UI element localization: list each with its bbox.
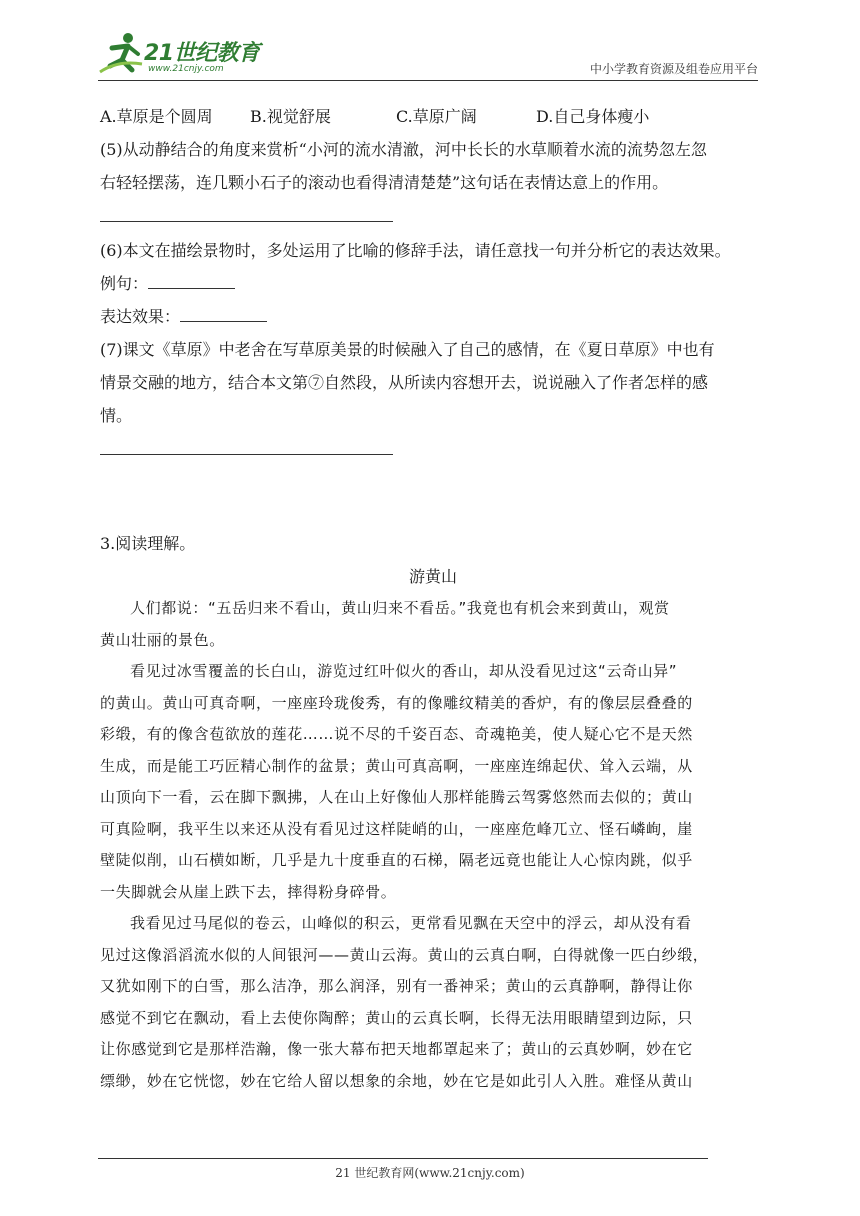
option-b: B.视觉舒展 xyxy=(250,107,331,126)
paragraph-line: 生成，而是能工巧匠精心制作的盆景；黄山可真高啊，一座座连绵起伏、耸入云端，从 xyxy=(100,756,693,775)
q4-options xyxy=(100,100,766,133)
q7-line-3: 情。 xyxy=(100,406,133,425)
q5-line-1: (5)从动静结合的角度来赏析“小河的流水清澈，河中长长的水草顺着水流的流势忽左忽 xyxy=(100,140,707,159)
q7-line-2: 情景交融的地方，结合本文第⑦自然段，从所读内容想开去，说说融入了作者怎样的感 xyxy=(100,373,709,392)
paragraph-line: 黄山壮丽的景色。 xyxy=(100,630,225,649)
document-body xyxy=(100,100,766,1097)
option-d: D.自己身体瘦小 xyxy=(536,107,650,126)
q6-example-blank[interactable] xyxy=(148,272,235,289)
paragraph-line: 山顶向下一看，云在脚下飘拂，人在山上好像仙人那样能腾云驾雾悠然而去似的；黄山 xyxy=(100,788,693,806)
passage-paragraph-2 xyxy=(100,656,766,908)
passage-paragraph-3 xyxy=(100,908,766,1097)
q6-effect-label: 表达效果： xyxy=(100,307,181,326)
footer-divider xyxy=(98,1158,708,1159)
paragraph-line: 缥缈，妙在它恍惚，妙在它给人留以想象的余地，妙在它是如此引人入胜。难怪从黄山 xyxy=(100,1071,693,1090)
q7-line-1: (7)课文《草原》中老舍在写草原美景的时候融入了自己的感情，在《夏日草原》中也有 xyxy=(100,340,715,359)
logo-url: www.21cnjy.com xyxy=(148,64,224,74)
q6-example-label: 例句： xyxy=(100,274,149,293)
header-divider xyxy=(98,80,758,81)
runner-icon xyxy=(98,30,144,76)
paragraph-line: 感觉不到它在飘动，看上去使你陶醉；黄山的云真长啊，长得无法用眼睛望到边际，只 xyxy=(100,1008,693,1027)
passage-paragraph-1 xyxy=(100,593,766,656)
page-footer: 21 世纪教育网(www.21cnjy.com) xyxy=(335,1166,525,1180)
section-3-heading: 3.阅读理解。 xyxy=(100,534,196,553)
paragraph-line: 让你感觉到它是那样浩瀚，像一张大幕布把天地都罩起来了；黄山的云真妙啊，妙在它 xyxy=(100,1040,693,1058)
paragraph-line: 见过这像滔滔流水似的人间银河——黄山云海。黄山的云真白啊，白得就像一匹白纱缎， xyxy=(100,945,709,964)
paragraph-line: 壁陡似削，山石横如断，几乎是九十度垂直的石梯，隔老远竟也能让人心惊肉跳，似乎 xyxy=(100,851,693,869)
q6-effect-row xyxy=(100,300,766,333)
q6-effect-blank[interactable] xyxy=(180,305,267,322)
passage-title: 游黄山 xyxy=(408,567,457,586)
logo-text: 21世纪教育 xyxy=(144,41,260,66)
option-a: A.草原是个圆周 xyxy=(100,107,213,126)
paragraph-line: 看见过冰雪覆盖的长白山，游览过红叶似火的香山，却从没看见过这“云奇山异” xyxy=(130,662,678,680)
paragraph-line: 的黄山。黄山可真奇啊，一座座玲珑俊秀，有的像雕纹精美的香炉，有的像层层叠叠的 xyxy=(100,693,693,712)
paragraph-line: 一失脚就会从崖上跌下去，摔得粉身碎骨。 xyxy=(100,882,397,901)
page-header xyxy=(98,30,758,80)
paragraph-line: 人们都说：“五岳归来不看山，黄山归来不看岳。”我竟也有机会来到黄山，观赏 xyxy=(130,599,670,617)
q6-example-row xyxy=(100,267,766,300)
paragraph-line: 彩缎，有的像含苞欲放的莲花……说不尽的千姿百态、奇魂艳美，使人疑心它不是天然 xyxy=(100,725,693,743)
site-logo xyxy=(98,30,268,78)
paragraph-line: 又犹如刚下的白雪，那么洁净，那么润泽，别有一番神采；黄山的云真静啊，静得让你 xyxy=(100,977,693,995)
q7-answer-line[interactable] xyxy=(100,454,393,455)
header-platform-text: 中小学教育资源及组卷应用平台 xyxy=(589,62,758,76)
option-c: C.草原广阔 xyxy=(396,107,477,126)
q5-answer-line[interactable] xyxy=(100,221,393,222)
q5-line-2: 右轻轻摆荡，连几颗小石子的滚动也看得清清楚楚”这句话在表情达意上的作用。 xyxy=(100,173,669,192)
q6-line-1: (6)本文在描绘景物时，多处运用了比喻的修辞手法，请任意找一句并分析它的表达效果。 xyxy=(100,241,731,260)
paragraph-line: 我看见过马尾似的卷云，山峰似的积云，更常看见飘在天空中的浮云，却从没有看 xyxy=(130,914,692,932)
paragraph-line: 可真险啊，我平生以来还从没有看见过这样陡峭的山，一座座危峰兀立、怪石嶙峋，崖 xyxy=(100,819,693,838)
